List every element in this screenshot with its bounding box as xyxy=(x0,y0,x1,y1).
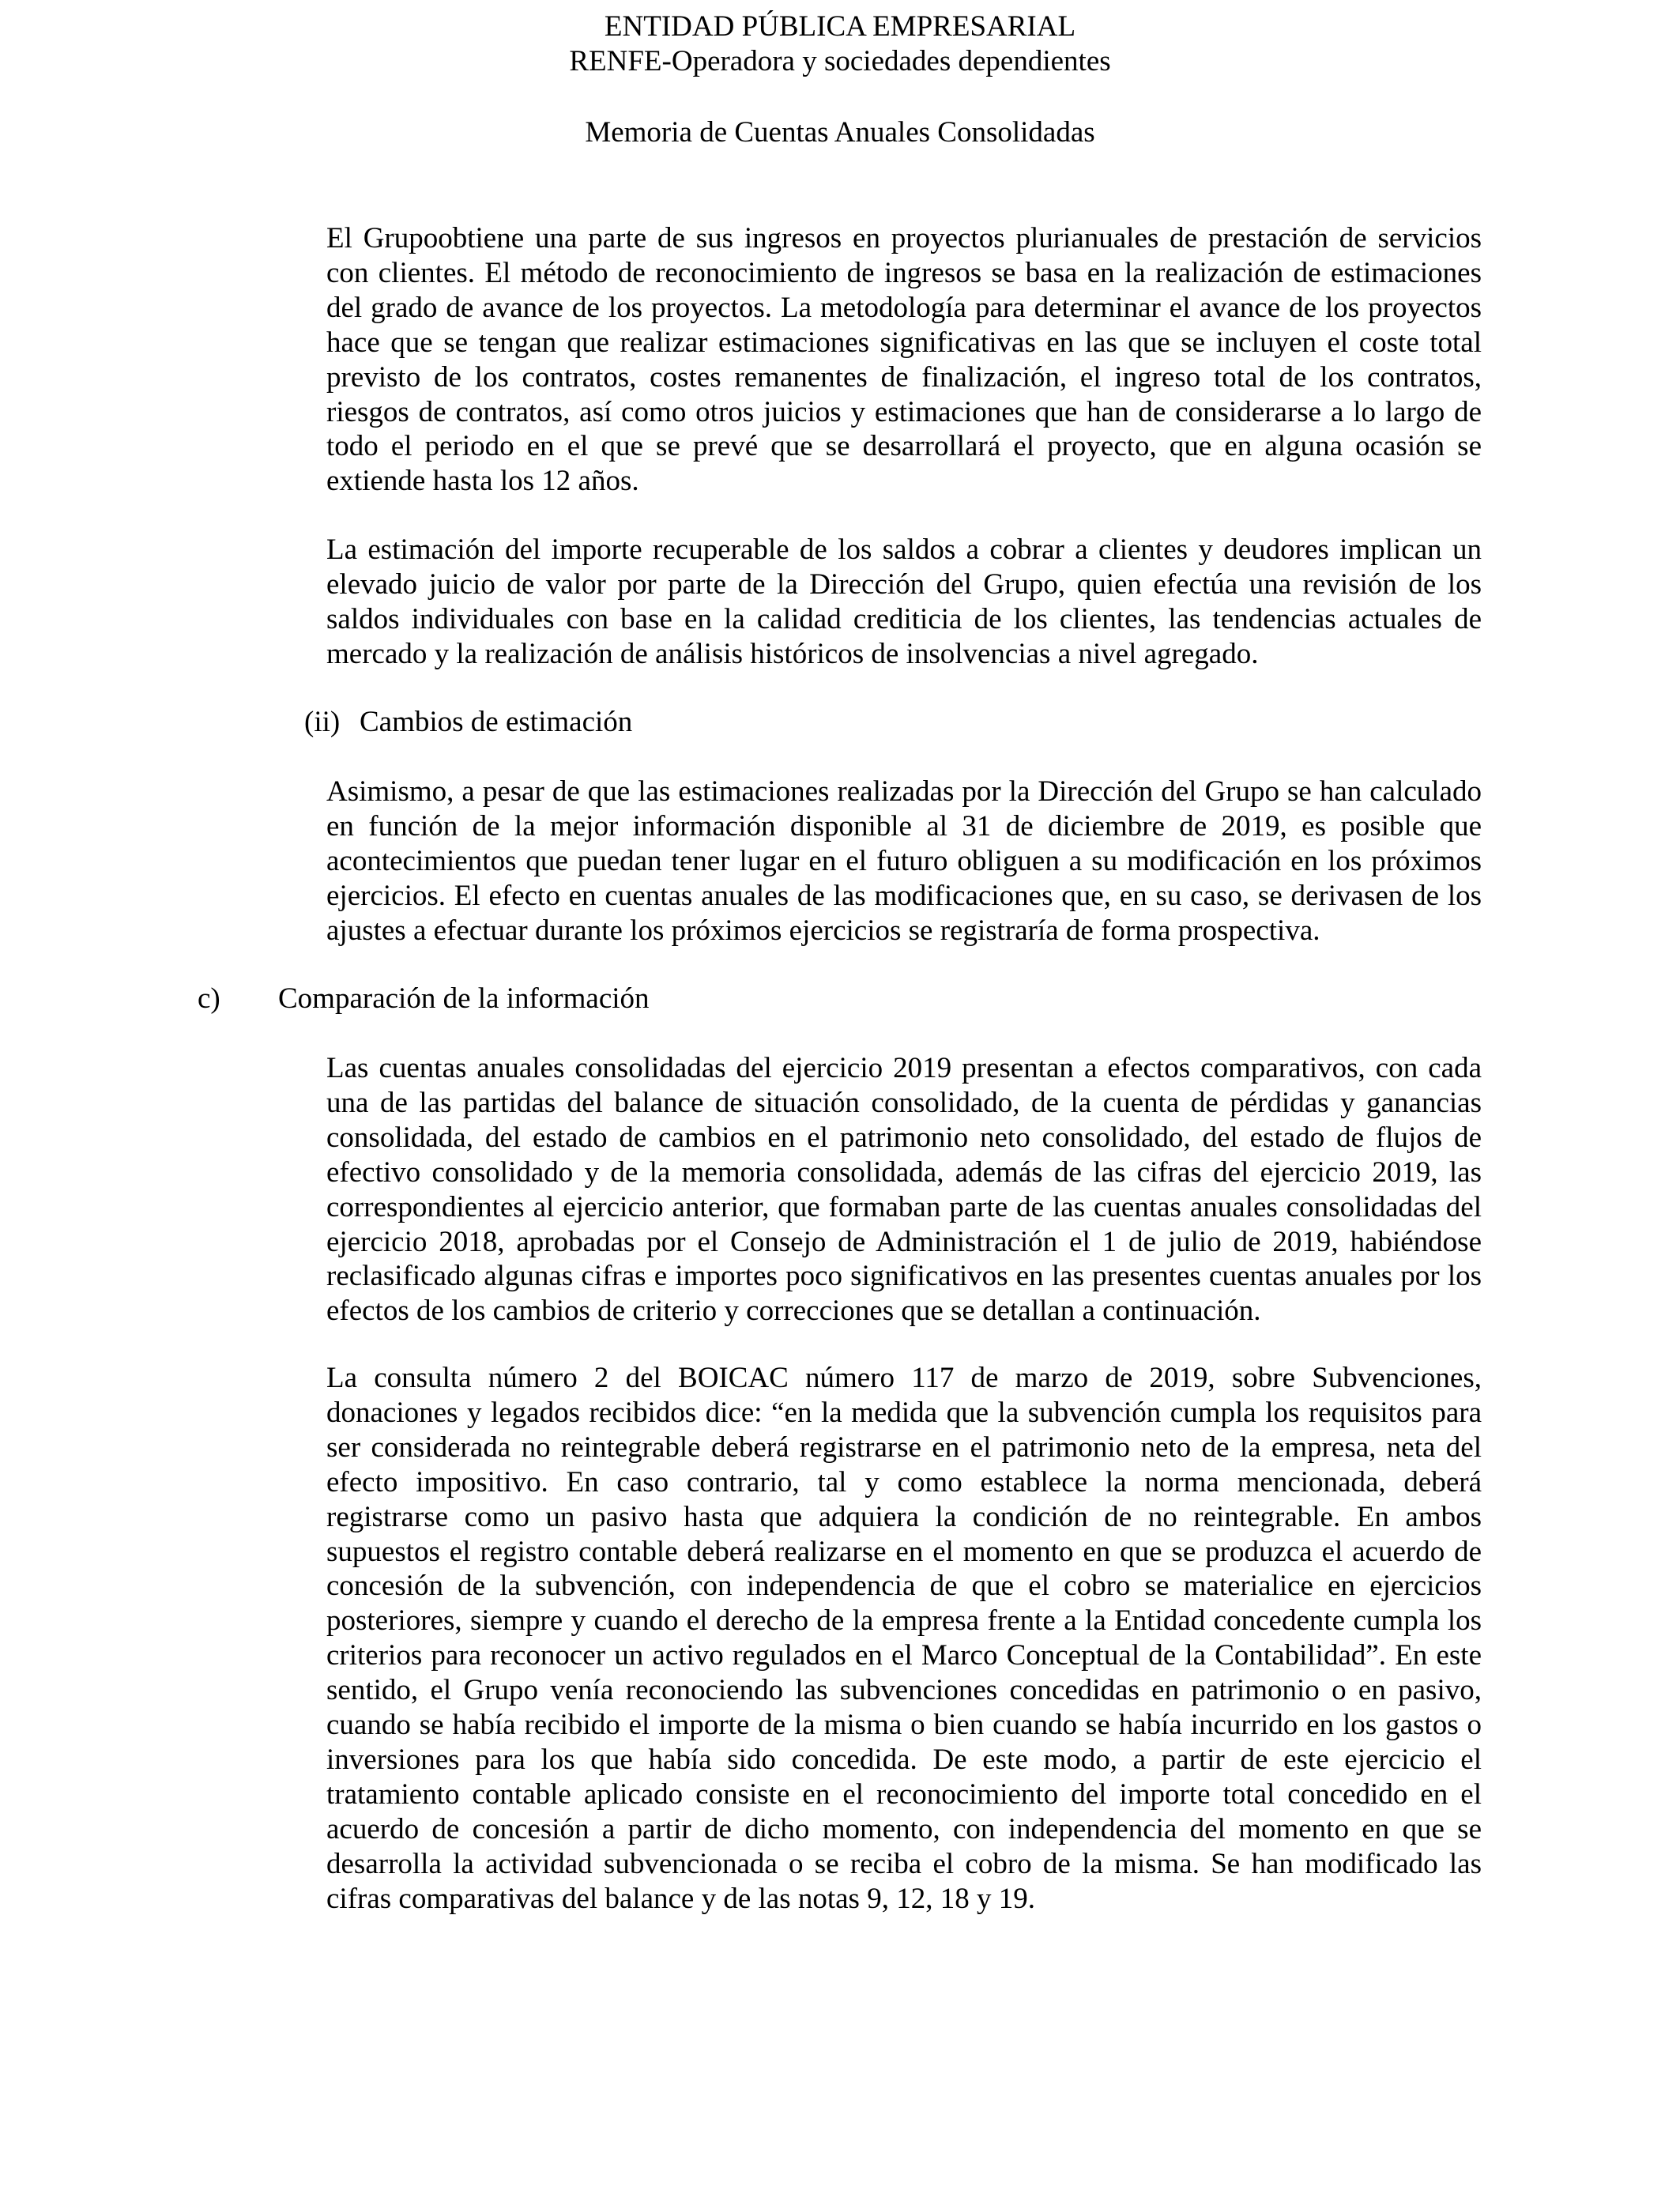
header-entity-subtitle: RENFE-Operadora y sociedades dependientes xyxy=(569,45,1111,77)
subsection-number: (ii) xyxy=(304,706,341,738)
paragraph-boicac-consultation: La consulta número 2 del BOICAC número 117 de marzo de 2019, sobre Subvenciones, donaciones y legados recibidos dice: “en la medida que la subvención cumpla los requisitos para ser considerada no reintegrable deberá registrarse en el patrimonio neto de la empresa, neta del efecto impositivo. En caso contrario, tal y como establece la norma mencionada, deberá registrarse como un pasivo hasta que adquiera la condición de no reintegrable. En ambos supuestos el registro contable deberá realizarse en el momento en que se produzca el acuerdo de concesión de la subvención, con independencia de que el cobro se materialice en ejercicios posteriores, siempre y cuando el derecho de la empresa frente a la Entidad concedente cumpla los criterios para reconocer un activo regulados en el Marco Conceptual de la Contabilidad”. En este sentido, el Grupo venía reconociendo las subvenciones concedidas en patrimonio o en pasivo, cuando se había recibido el importe de la misma o bien cuando se había incurrido en los gastos o inversiones para los que había sido concedida. De este modo, a partir de este ejercicio el tratamiento contable aplicado consiste en el reconocimiento del importe total concedido en el acuerdo de concesión a partir de dicho momento, con independencia del momento en que se desarrolla la actividad subvencionada o se reciba el cobro de la misma. Se han modificado las cifras comparativas del balance y de las notas 9, 12, 18 y 19. xyxy=(326,1362,1482,1915)
header-document-title: Memoria de Cuentas Anuales Consolidadas xyxy=(585,116,1095,149)
header-entity-title: ENTIDAD PÚBLICA EMPRESARIAL xyxy=(604,10,1076,43)
paragraph-estimate-changes: Asimismo, a pesar de que las estimaciones realizadas por la Dirección del Grupo se han calculado en función de la mejor información disponible al 31 de diciembre de 2019, es posible que acontecimientos que puedan tener lugar en el futuro obliguen a su modificación en los próximos ejercicios. El efecto en cuentas anuales de las modificaciones que, en su caso, se derivasen de los ajustes a efectuar durante los próximos ejercicios se registraría de forma prospectiva. xyxy=(326,775,1482,947)
paragraph-recoverable-amount: La estimación del importe recuperable de los saldos a cobrar a clientes y deudores implican un elevado juicio de valor por parte de la Dirección del Grupo, quien efectúa una revisión de los saldos individuales con base en la calidad crediticia de los clientes, las tendencias actuales de mercado y la realización de análisis históricos de insolvencias a nivel agregado. xyxy=(326,533,1482,670)
paragraph-comparative-info: Las cuentas anuales consolidadas del ejercicio 2019 presentan a efectos comparativos, con cada una de las partidas del balance de situación consolidado, de la cuenta de pérdidas y ganancias consolidada, del estado de cambios en el patrimonio neto consolidado, del estado de flujos de efectivo consolidado y de la memoria consolidada, además de las cifras del ejercicio 2019, las correspondientes al ejercicio anterior, que formaban parte de las cuentas anuales consolidadas del ejercicio 2018, aprobadas por el Consejo de Administración el 1 de julio de 2019, habiéndose reclasificado algunas cifras e importes poco significativos en las presentes cuentas anuales por los efectos de los cambios de criterio y correcciones que se detallan a continuación. xyxy=(326,1052,1482,1328)
paragraph-revenue-recognition: El Grupoobtiene una parte de sus ingresos en proyectos plurianuales de prestación de servicios con clientes. El método de reconocimiento de ingresos se basa en la realización de estimaciones del grado de avance de los proyectos. La metodología para determinar el avance de los proyectos hace que se tengan que realizar estimaciones significativas en las que se incluyen el coste total previsto de los contratos, costes remanentes de finalización, el ingreso total de los contratos, riesgos de contratos, así como otros juicios y estimaciones que han de considerarse a lo largo de todo el periodo en el que se prevé que se desarrollará el proyecto, que en alguna ocasión se extiende hasta los 12 años. xyxy=(326,222,1482,498)
subsection-title: Cambios de estimación xyxy=(360,706,633,738)
section-title: Comparación de la información xyxy=(278,982,650,1015)
section-letter: c) xyxy=(198,982,220,1015)
